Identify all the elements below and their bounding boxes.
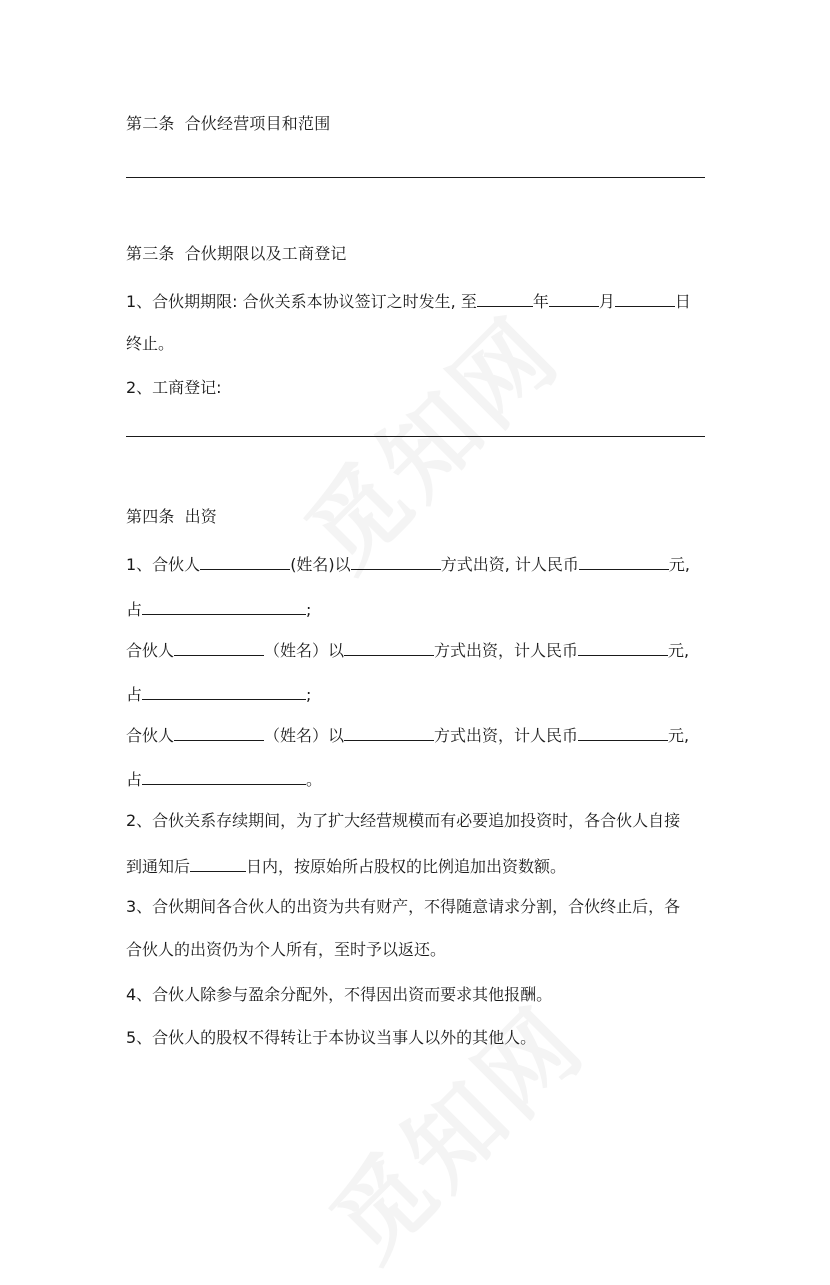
article-2-heading [126, 113, 330, 135]
partner-name-blank [200, 551, 290, 570]
partner-name-blank [174, 722, 264, 741]
share-row-2 [126, 681, 311, 706]
article-4-item-4: 4、合伙人除参与盈余分配外，不得因出资而要求其他报酬。 [126, 985, 553, 1004]
unit-label: 元, [668, 726, 690, 745]
article-3-item-1-end: 终止。 [126, 334, 175, 353]
partner-label: 合伙人 [126, 726, 175, 745]
partner-row-1 [126, 551, 690, 576]
notice-label: 到通知后 [126, 857, 191, 876]
partner-row-3 [126, 722, 689, 747]
partner-row-2 [126, 637, 689, 662]
article-2-title: 合伙经营项目和范围 [184, 114, 331, 133]
share-row-3 [126, 766, 322, 791]
method-blank [344, 722, 434, 741]
method-blank [351, 551, 441, 570]
partner-label: 1、合伙人 [126, 555, 201, 574]
year-label: 年 [532, 292, 549, 311]
month-label: 月 [598, 292, 615, 311]
article-3-number: 第三条 [126, 244, 175, 263]
article-4-item-2-line-2 [126, 853, 566, 878]
amount-blank [579, 551, 669, 570]
share-blank [142, 596, 306, 615]
article-3-item-2: 2、工商登记: [126, 378, 222, 397]
watermark [271, 282, 584, 595]
article-4-item-3-line-2: 合伙人的出资仍为个人所有，至时予以返还。 [126, 940, 447, 959]
partner-label: 合伙人 [126, 641, 175, 660]
article-3-fill-line [126, 436, 705, 437]
share-end: ; [306, 685, 312, 704]
year-blank [477, 288, 533, 307]
method-label: 方式出资，计人民币 [434, 641, 579, 660]
method-label: 方式出资，计人民币 [434, 726, 579, 745]
partner-name-blank [174, 637, 264, 656]
name-label: （姓名）以 [264, 726, 345, 745]
share-label: 占 [126, 770, 143, 789]
name-label: (姓名)以 [290, 555, 351, 574]
article-4-item-5: 5、合伙人的股权不得转让于本协议当事人以外的其他人。 [126, 1028, 537, 1047]
share-row-1 [126, 596, 311, 621]
day-blank [615, 288, 675, 307]
article-4-heading [126, 506, 217, 528]
method-blank [344, 637, 434, 656]
watermark [296, 972, 609, 1285]
term-text: 1、合伙期期限: 合伙关系本协议签订之时发生, 至 [126, 292, 477, 311]
days-blank [190, 853, 246, 872]
month-blank [549, 288, 599, 307]
share-blank [142, 681, 306, 700]
article-3-heading [126, 243, 347, 265]
article-4-item-3-line-1: 3、合伙期间各合伙人的出资为共有财产，不得随意请求分割，合伙终止后，各 [126, 897, 681, 916]
article-3-item-1 [126, 288, 691, 313]
article-2-fill-line [126, 177, 705, 178]
article-2-number: 第二条 [126, 114, 175, 133]
article-4-number: 第四条 [126, 507, 175, 526]
share-label: 占 [126, 600, 143, 619]
share-blank [142, 766, 306, 785]
name-label: （姓名）以 [264, 641, 345, 660]
share-label: 占 [126, 685, 143, 704]
method-label: 方式出资, 计人民币 [440, 555, 579, 574]
share-end: 。 [306, 770, 323, 789]
unit-label: 元, [668, 555, 690, 574]
article-4-title: 出资 [184, 507, 218, 526]
article-4-item-2-line-1: 2、合伙关系存续期间，为了扩大经营规模而有必要追加投资时，各合伙人自接 [126, 811, 681, 830]
share-end: ; [306, 600, 312, 619]
unit-label: 元, [668, 641, 690, 660]
amount-blank [578, 637, 668, 656]
amount-blank [578, 722, 668, 741]
notice-suffix: 日内，按原始所占股权的比例追加出资数额。 [246, 857, 567, 876]
article-3-title: 合伙期限以及工商登记 [184, 244, 347, 263]
day-label: 日 [674, 292, 691, 311]
